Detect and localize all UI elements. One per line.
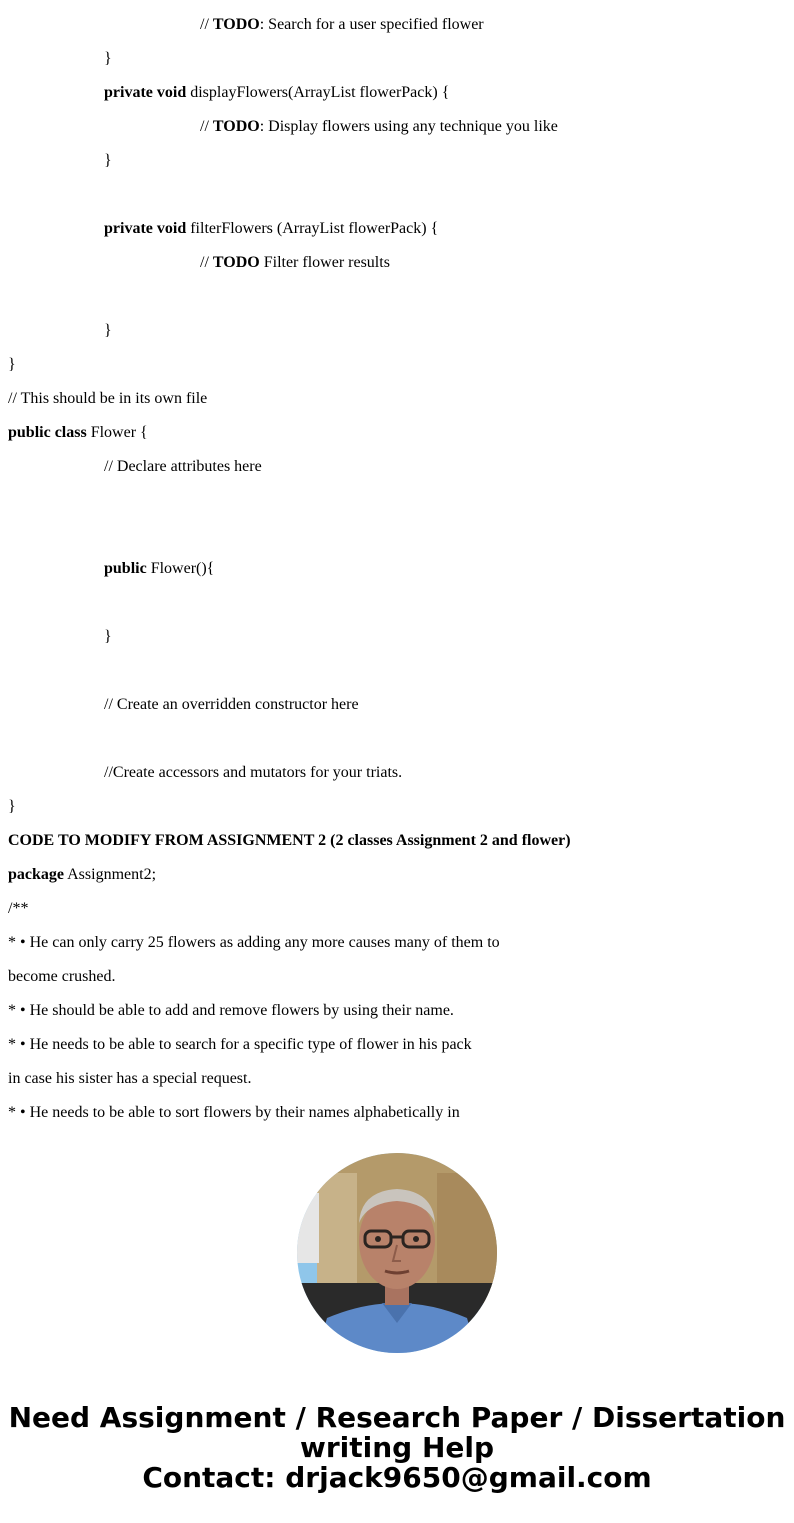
person-photo-icon: [297, 1153, 497, 1353]
promo-contact: Contact: drjack9650@gmail.com: [142, 1461, 652, 1494]
code-text: Assignment2;: [64, 866, 157, 883]
code-line-close-brace: }: [8, 798, 16, 815]
promo-line: Need Assignment / Research Paper / Dissertation: [8, 1401, 786, 1434]
code-keyword: public class: [8, 424, 87, 441]
code-line-comment-own-file: // This should be in its own file: [8, 390, 208, 407]
code-line-class-flower: [8, 424, 148, 442]
code-text: : Display flowers using any technique you like: [259, 118, 558, 135]
code-line-close-brace: }: [104, 628, 112, 645]
requirement-line: * • He can only carry 25 flowers as adding any more causes many of them to: [8, 934, 500, 951]
code-keyword: private void: [104, 84, 187, 101]
code-line-filter-flowers: [104, 220, 438, 238]
code-line-todo-filter: [200, 254, 390, 272]
code-keyword: TODO: [212, 254, 260, 271]
code-line-todo-display: [200, 118, 558, 136]
code-line-todo-search: [200, 16, 484, 34]
code-line-comment-accessors: //Create accessors and mutators for your triats.: [104, 764, 403, 781]
code-text: //: [200, 16, 213, 33]
code-text: displayFlowers(ArrayList flowerPack) {: [186, 84, 450, 101]
code-keyword: private void: [104, 220, 187, 237]
code-text: Flower {: [86, 424, 148, 441]
requirement-line: * • He needs to be able to sort flowers by their names alphabetically in: [8, 1104, 460, 1121]
code-line-close-brace: }: [104, 322, 112, 339]
code-line-package: [8, 866, 156, 884]
promo-banner: [0, 1403, 794, 1493]
code-keyword: package: [8, 866, 64, 883]
code-line-display-flowers: [104, 84, 449, 102]
code-keyword: TODO: [212, 16, 260, 33]
code-line-constructor: [104, 560, 214, 578]
code-line-comment-start: /**: [8, 900, 29, 917]
code-text: //: [200, 254, 213, 271]
requirement-line: * • He needs to be able to search for a specific type of flower in his pack: [8, 1036, 472, 1053]
code-text: filterFlowers (ArrayList flowerPack) {: [186, 220, 439, 237]
requirement-line: become crushed.: [8, 968, 116, 985]
code-line-close-brace: }: [8, 356, 16, 373]
promo-line: writing Help: [299, 1431, 495, 1464]
code-keyword: TODO: [212, 118, 260, 135]
code-keyword: public: [104, 560, 147, 577]
requirement-line: in case his sister has a special request.: [8, 1070, 252, 1087]
avatar-illustration: [297, 1153, 497, 1353]
code-line-close-brace: }: [104, 50, 112, 67]
code-text: Flower(){: [146, 560, 215, 577]
code-line-comment-attributes: // Declare attributes here: [104, 458, 262, 475]
code-line-close-brace: }: [104, 152, 112, 169]
code-text: //: [200, 118, 213, 135]
code-text: Filter flower results: [259, 254, 390, 271]
requirement-line: * • He should be able to add and remove flowers by using their name.: [8, 1002, 454, 1019]
code-text: : Search for a user specified flower: [259, 16, 484, 33]
code-line-comment-constructor: // Create an overridden constructor here: [104, 696, 359, 713]
section-heading: CODE TO MODIFY FROM ASSIGNMENT 2 (2 classes Assignment 2 and flower): [8, 832, 571, 849]
